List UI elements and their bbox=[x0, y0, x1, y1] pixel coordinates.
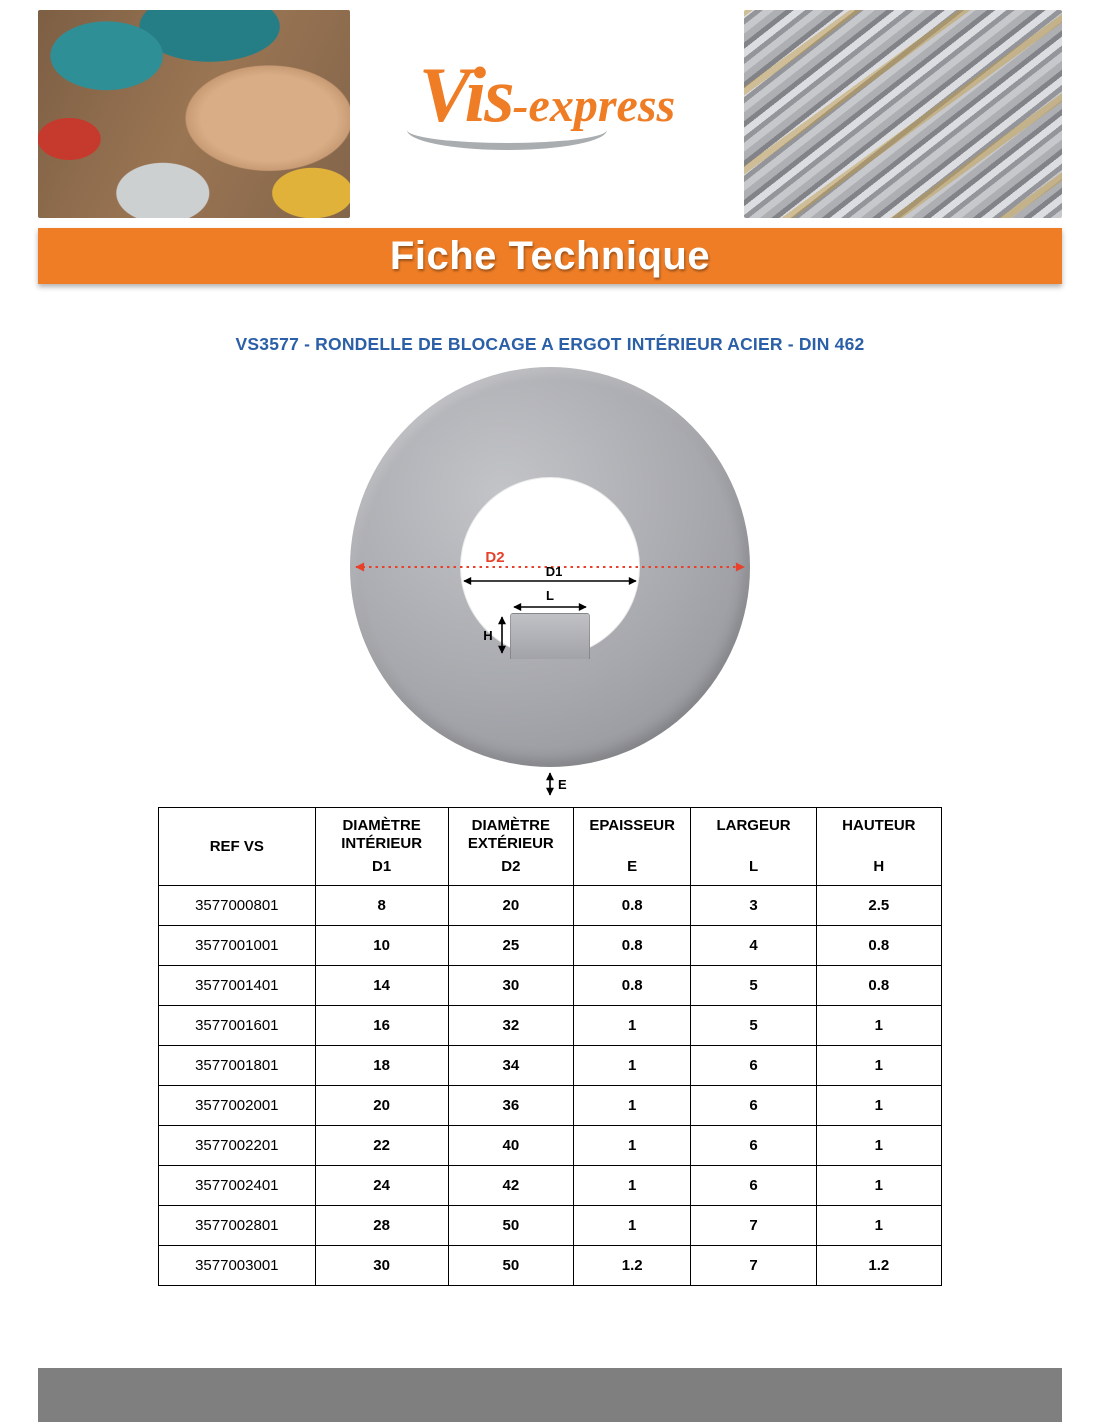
d2-label: D2 bbox=[485, 549, 505, 566]
cell-epaisseur: 1 bbox=[573, 1206, 690, 1246]
col-header-epaisseur bbox=[573, 808, 690, 886]
cell-ref-vs: 3577001601 bbox=[159, 1006, 316, 1046]
header-label bbox=[691, 835, 815, 853]
header-label: DIAMÈTRE bbox=[342, 817, 421, 834]
table-header-row bbox=[159, 808, 942, 886]
table-row bbox=[159, 1046, 942, 1086]
table-row bbox=[159, 1206, 942, 1246]
dimensions-table bbox=[158, 807, 942, 1286]
cell-largeur: 7 bbox=[691, 1206, 816, 1246]
cell-hauteur: 2.5 bbox=[816, 886, 941, 926]
cell-diametre-exterieur: 36 bbox=[448, 1086, 573, 1126]
col-header-diametre-exterieur bbox=[448, 808, 573, 886]
header-label: D1 bbox=[372, 858, 392, 875]
washer-diagram bbox=[330, 367, 770, 803]
table-row bbox=[159, 1126, 942, 1166]
cell-largeur: 7 bbox=[691, 1246, 816, 1286]
cell-epaisseur: 1 bbox=[573, 1126, 690, 1166]
cell-diametre-exterieur: 40 bbox=[448, 1126, 573, 1166]
cell-diametre-exterieur: 20 bbox=[448, 886, 573, 926]
col-header-largeur bbox=[691, 808, 816, 886]
table-row bbox=[159, 926, 942, 966]
cell-diametre-interieur: 8 bbox=[315, 886, 448, 926]
vis-express-logo bbox=[350, 10, 744, 150]
cell-ref-vs: 3577001001 bbox=[159, 926, 316, 966]
banner-title: Fiche Technique bbox=[389, 233, 711, 278]
cell-largeur: 4 bbox=[691, 926, 816, 966]
cell-largeur: 5 bbox=[691, 966, 816, 1006]
cell-diametre-interieur: 14 bbox=[315, 966, 448, 1006]
cell-epaisseur: 0.8 bbox=[573, 886, 690, 926]
page-header bbox=[0, 0, 1100, 218]
cell-epaisseur: 0.8 bbox=[573, 926, 690, 966]
d1-label: D1 bbox=[545, 564, 563, 579]
cell-hauteur: 1 bbox=[816, 1206, 941, 1246]
cell-diametre-exterieur: 30 bbox=[448, 966, 573, 1006]
col-header-hauteur bbox=[816, 808, 941, 886]
cell-epaisseur: 1 bbox=[573, 1006, 690, 1046]
cell-ref-vs: 3577001401 bbox=[159, 966, 316, 1006]
cell-hauteur: 1 bbox=[816, 1126, 941, 1166]
header-label: D2 bbox=[501, 858, 521, 875]
cell-ref-vs: 3577003001 bbox=[159, 1246, 316, 1286]
screws-photo bbox=[744, 10, 1062, 218]
header-label: EXTÉRIEUR bbox=[467, 835, 554, 852]
cell-diametre-exterieur: 32 bbox=[448, 1006, 573, 1046]
cell-hauteur: 1.2 bbox=[816, 1246, 941, 1286]
cell-diametre-exterieur: 50 bbox=[448, 1206, 573, 1246]
cell-hauteur: 1 bbox=[816, 1046, 941, 1086]
logo-swoosh bbox=[407, 130, 607, 150]
cell-diametre-exterieur: 34 bbox=[448, 1046, 573, 1086]
cell-largeur: 6 bbox=[691, 1046, 816, 1086]
table-row bbox=[159, 1246, 942, 1286]
cell-largeur: 6 bbox=[691, 1166, 816, 1206]
cell-diametre-interieur: 22 bbox=[315, 1126, 448, 1166]
cell-diametre-interieur: 28 bbox=[315, 1206, 448, 1246]
cell-largeur: 3 bbox=[691, 886, 816, 926]
logo-text-express: -express bbox=[512, 79, 676, 132]
cell-diametre-interieur: 18 bbox=[315, 1046, 448, 1086]
cell-diametre-exterieur: 42 bbox=[448, 1166, 573, 1206]
table-row bbox=[159, 886, 942, 926]
cell-largeur: 5 bbox=[691, 1006, 816, 1046]
cell-largeur: 6 bbox=[691, 1086, 816, 1126]
e-label: E bbox=[558, 777, 567, 792]
cell-ref-vs: 3577002401 bbox=[159, 1166, 316, 1206]
col-header-diametre-interieur bbox=[315, 808, 448, 886]
header-label: EPAISSEUR bbox=[589, 817, 675, 834]
cell-ref-vs: 3577001801 bbox=[159, 1046, 316, 1086]
table-row bbox=[159, 1166, 942, 1206]
l-label: L bbox=[546, 588, 554, 603]
cell-ref-vs: 3577000801 bbox=[159, 886, 316, 926]
cell-diametre-exterieur: 50 bbox=[448, 1246, 573, 1286]
h-label: H bbox=[483, 628, 493, 643]
cell-hauteur: 1 bbox=[816, 1006, 941, 1046]
cell-hauteur: 1 bbox=[816, 1086, 941, 1126]
cell-diametre-interieur: 24 bbox=[315, 1166, 448, 1206]
cell-hauteur: 1 bbox=[816, 1166, 941, 1206]
cell-diametre-exterieur: 25 bbox=[448, 926, 573, 966]
cell-diametre-interieur: 30 bbox=[315, 1246, 448, 1286]
fiche-technique-banner bbox=[38, 228, 1062, 284]
table-row bbox=[159, 966, 942, 1006]
cell-ref-vs: 3577002201 bbox=[159, 1126, 316, 1166]
cell-epaisseur: 1 bbox=[573, 1046, 690, 1086]
table-row bbox=[159, 1006, 942, 1046]
header-label: DIAMÈTRE bbox=[471, 817, 550, 834]
cell-diametre-interieur: 16 bbox=[315, 1006, 448, 1046]
cell-epaisseur: 1 bbox=[573, 1166, 690, 1206]
header-label: L bbox=[748, 858, 759, 875]
table-row bbox=[159, 1086, 942, 1126]
cell-epaisseur: 1.2 bbox=[573, 1246, 690, 1286]
workbench-photo bbox=[38, 10, 350, 218]
header-label: E bbox=[627, 858, 638, 875]
washer-tab-ergot bbox=[510, 613, 590, 659]
footer-bar bbox=[38, 1368, 1062, 1422]
cell-epaisseur: 1 bbox=[573, 1086, 690, 1126]
cell-diametre-interieur: 20 bbox=[315, 1086, 448, 1126]
header-label: INTÉRIEUR bbox=[341, 835, 423, 852]
header-label bbox=[574, 835, 690, 853]
header-label bbox=[817, 835, 941, 853]
page-title: VS3577 - RONDELLE DE BLOCAGE A ERGOT INTÉRIEUR ACIER - DIN 462 bbox=[235, 334, 865, 354]
cell-hauteur: 0.8 bbox=[816, 926, 941, 966]
cell-diametre-interieur: 10 bbox=[315, 926, 448, 966]
header-label: H bbox=[873, 858, 885, 875]
header-label: LARGEUR bbox=[716, 817, 791, 834]
header-label: REF VS bbox=[209, 837, 264, 855]
header-label: HAUTEUR bbox=[842, 817, 916, 834]
cell-ref-vs: 3577002801 bbox=[159, 1206, 316, 1246]
cell-hauteur: 0.8 bbox=[816, 966, 941, 1006]
cell-ref-vs: 3577002001 bbox=[159, 1086, 316, 1126]
cell-largeur: 6 bbox=[691, 1126, 816, 1166]
cell-epaisseur: 0.8 bbox=[573, 966, 690, 1006]
logo-text-vis: Vis bbox=[418, 51, 513, 138]
col-header-ref-vs bbox=[159, 808, 316, 886]
